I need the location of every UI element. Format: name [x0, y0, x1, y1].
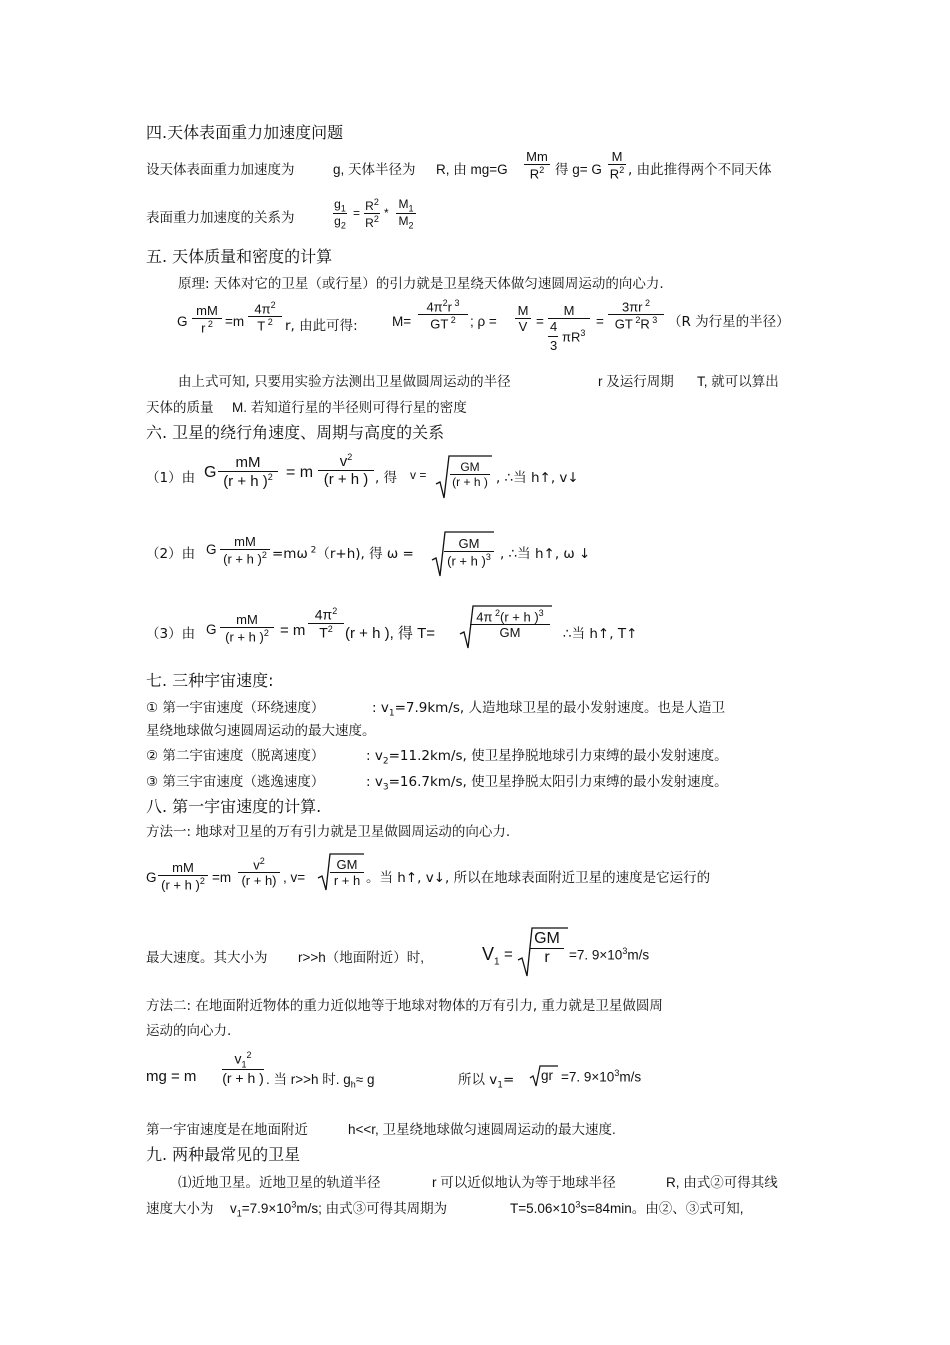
s6-fraction: $v^2$ (r + h )	[318, 452, 374, 488]
s4-text: R, 由 mg=G	[436, 162, 508, 177]
s6-eq: G	[204, 464, 217, 481]
s4-eq: *	[384, 206, 389, 220]
s6-fraction: $4\pi^2$ $T^2$	[308, 606, 344, 640]
s9-text: $v_1=7.9\times 10^3m/s$; 由式③可得其周期为	[230, 1199, 448, 1219]
s8-text: 。当 h↑, v↓, 所以在地球表面附近卫星的速度是它运行的	[366, 870, 711, 886]
section-5-title: 五. 天体质量和密度的计算	[146, 247, 333, 266]
s9-text: R, 由式②可得其线	[666, 1175, 778, 1190]
s6-fraction: mM (r + h )$^2$	[220, 612, 274, 644]
s6-fraction: GM (r + h )	[450, 460, 490, 489]
s8-eq: G	[146, 870, 157, 885]
s8-eq: mg = m	[146, 1068, 197, 1085]
s7-text: : $v_1=7.9km/s$, 人造地球卫星的最小发射速度。也是人造卫	[372, 700, 725, 719]
s8-text: 最大速度。其大小为	[146, 950, 268, 966]
s7-text: : $v_3=16.7km/s$, 使卫星挣脱太阳引力束缚的最小发射速度。	[366, 774, 728, 793]
s5-text: M. 若知道行星的半径则可得行星的密度	[232, 400, 467, 415]
s8-fraction: mM (r + h )$^2$	[158, 860, 208, 892]
section-9-title: 九. 两种最常见的卫星	[146, 1145, 301, 1164]
s6-text: , ∴当 h↑, ω ↓	[500, 546, 591, 562]
s6-fraction: mM (r + h )$^2$	[218, 454, 278, 490]
s6-eq: G	[206, 542, 217, 557]
s5-text: T, 就可以算出	[697, 374, 779, 389]
section-6-title: 六. 卫星的绕行角速度、周期与高度的关系	[146, 423, 445, 442]
s6-eq: , 得	[375, 470, 398, 486]
s8-text: =7. $9\times 10^3m/s$	[561, 1068, 642, 1085]
s7-text: ② 第二宇宙速度（脱离速度）	[146, 748, 325, 764]
s8-text: 方法二: 在地面附近物体的重力近似地等于地球对物体的万有引力, 重力就是卫星做圆周	[146, 998, 663, 1014]
s5-fraction: 3πr $^2$ GT $^2$R $^3$	[608, 298, 664, 332]
s5-eq: ; ρ =	[470, 314, 497, 329]
s9-text: r 可以近似地认为等于地球半径	[432, 1175, 616, 1190]
s4-text: g, 天体半径为	[333, 162, 416, 177]
s8-text: 所以 $v_1=$	[458, 1072, 515, 1091]
s4-text: 设天体表面重力加速度为	[146, 162, 295, 178]
s5-eq: r, 由此可得:	[285, 318, 358, 334]
s5-fraction: $4\pi^2r$ $^3$ GT $^2$	[418, 298, 468, 332]
s6-fraction: GM (r + h )$^3$	[444, 536, 494, 568]
s4-text: 表面重力加速度的关系为	[146, 210, 295, 226]
s5-text: r 及运行周期	[598, 374, 674, 389]
s8-eq: =	[504, 946, 513, 963]
s5-fraction: M 4 3 $\pi R^3$	[548, 303, 590, 353]
s5-fraction: mM r $^2$	[192, 303, 222, 335]
s5-principle: 原理: 天体对它的卫星（或行星）的引力就是卫星绕天体做匀速圆周运动的向心力.	[178, 276, 664, 292]
section-4-title: 四.天体表面重力加速度问题	[146, 123, 344, 142]
s4-fraction: Mm $R^2$	[524, 149, 550, 181]
s6-eq: v =	[410, 468, 427, 482]
s4-text: 得 g= G	[555, 162, 602, 177]
s5-eq: G	[177, 314, 188, 329]
s5-note: （R 为行星的半径）	[668, 314, 790, 330]
s8-fraction: GM r + h	[330, 857, 364, 888]
s8-eq: gr	[541, 1068, 554, 1083]
s8-eq: , v=	[283, 870, 306, 885]
s4-fraction: $M_1$ $M_2$	[396, 197, 416, 231]
section-7-title: 七. 三种宇宙速度:	[146, 671, 274, 690]
s6-eq: (r + h ), 得 T=	[345, 625, 436, 642]
s4-fraction: $R^2$ $R^2$	[365, 197, 379, 230]
s8-text: 方法一: 地球对卫星的万有引力就是卫星做圆周运动的向心力.	[146, 824, 511, 840]
s6-fraction: 4π $^2$(r + h )$^3$ GM	[470, 608, 550, 640]
s8-eq: $V_1$	[482, 944, 500, 968]
s5-eq: =m	[225, 314, 245, 329]
s8-text: . 当 r>>h 时. $g_h\approx g$	[266, 1072, 375, 1090]
s5-fraction: $4\pi^2$ T $^2$	[248, 300, 282, 334]
s5-text: 由上式可知, 只要用实验方法测出卫星做圆周运动的半径	[178, 374, 511, 390]
s7-text: ① 第一宇宙速度（环绕速度）	[146, 700, 325, 716]
s8-text: 运动的向心力.	[146, 1023, 232, 1039]
s8-eq: =m	[212, 870, 232, 885]
s9-text: $T=5.06\times 10^3s=84\min$。由②、③式可知,	[510, 1199, 744, 1216]
s5-eq: M=	[392, 314, 412, 329]
s6-eq: G	[206, 622, 217, 637]
s8-fraction: $v_1^2$ (r + h )	[222, 1050, 264, 1087]
s8-text: =7. $9\times 10^3m/s$	[569, 946, 650, 963]
s6-text: , ∴当 h↑, v↓	[496, 470, 579, 486]
s4-eq: =	[353, 206, 361, 220]
section-8-title: 八. 第一宇宙速度的计算.	[146, 797, 322, 816]
s5-fraction: M V	[515, 303, 531, 334]
s6-text: ∴当 h↑, T↑	[563, 626, 638, 642]
s9-text: ⑴近地卫星。近地卫星的轨道半径	[178, 1175, 381, 1191]
s6-fraction: mM (r + h )$^2$	[220, 534, 270, 566]
s4-fraction: $g_1$ $g_2$	[334, 197, 346, 231]
s6-label: （1）由	[146, 470, 196, 486]
s8-text: 第一宇宙速度是在地面附近	[146, 1122, 308, 1138]
s5-eq: =	[596, 314, 604, 329]
s8-text: r>>h（地面附近）时,	[298, 950, 425, 965]
s6-eq: =mω $^2$（r+h), 得 ω =	[272, 545, 414, 562]
s8-text: h<<r, 卫星绕地球做匀速圆周运动的最大速度.	[348, 1122, 616, 1137]
s7-text: : $v_2=11.2km/s$, 使卫星挣脱地球引力束缚的最小发射速度。	[366, 748, 728, 767]
s6-eq: = m	[280, 622, 306, 639]
s5-eq: =	[536, 314, 544, 329]
s4-fraction: M $R^2$	[609, 149, 625, 182]
s6-label: （3）由	[146, 626, 196, 642]
s6-label: （2）由	[146, 546, 196, 562]
s7-text: ③ 第三宇宙速度（逃逸速度）	[146, 774, 325, 790]
s8-fraction: GM r	[530, 930, 564, 967]
s4-text: , 由此推得两个不同天体	[628, 162, 772, 178]
s9-text: 速度大小为	[146, 1201, 214, 1217]
s5-text: 天体的质量	[146, 400, 214, 416]
s6-eq: = m	[286, 464, 314, 481]
s7-text: 星绕地球做匀速圆周运动的最大速度。	[146, 723, 376, 739]
s8-fraction: $v^2$ (r + h)	[238, 856, 280, 888]
